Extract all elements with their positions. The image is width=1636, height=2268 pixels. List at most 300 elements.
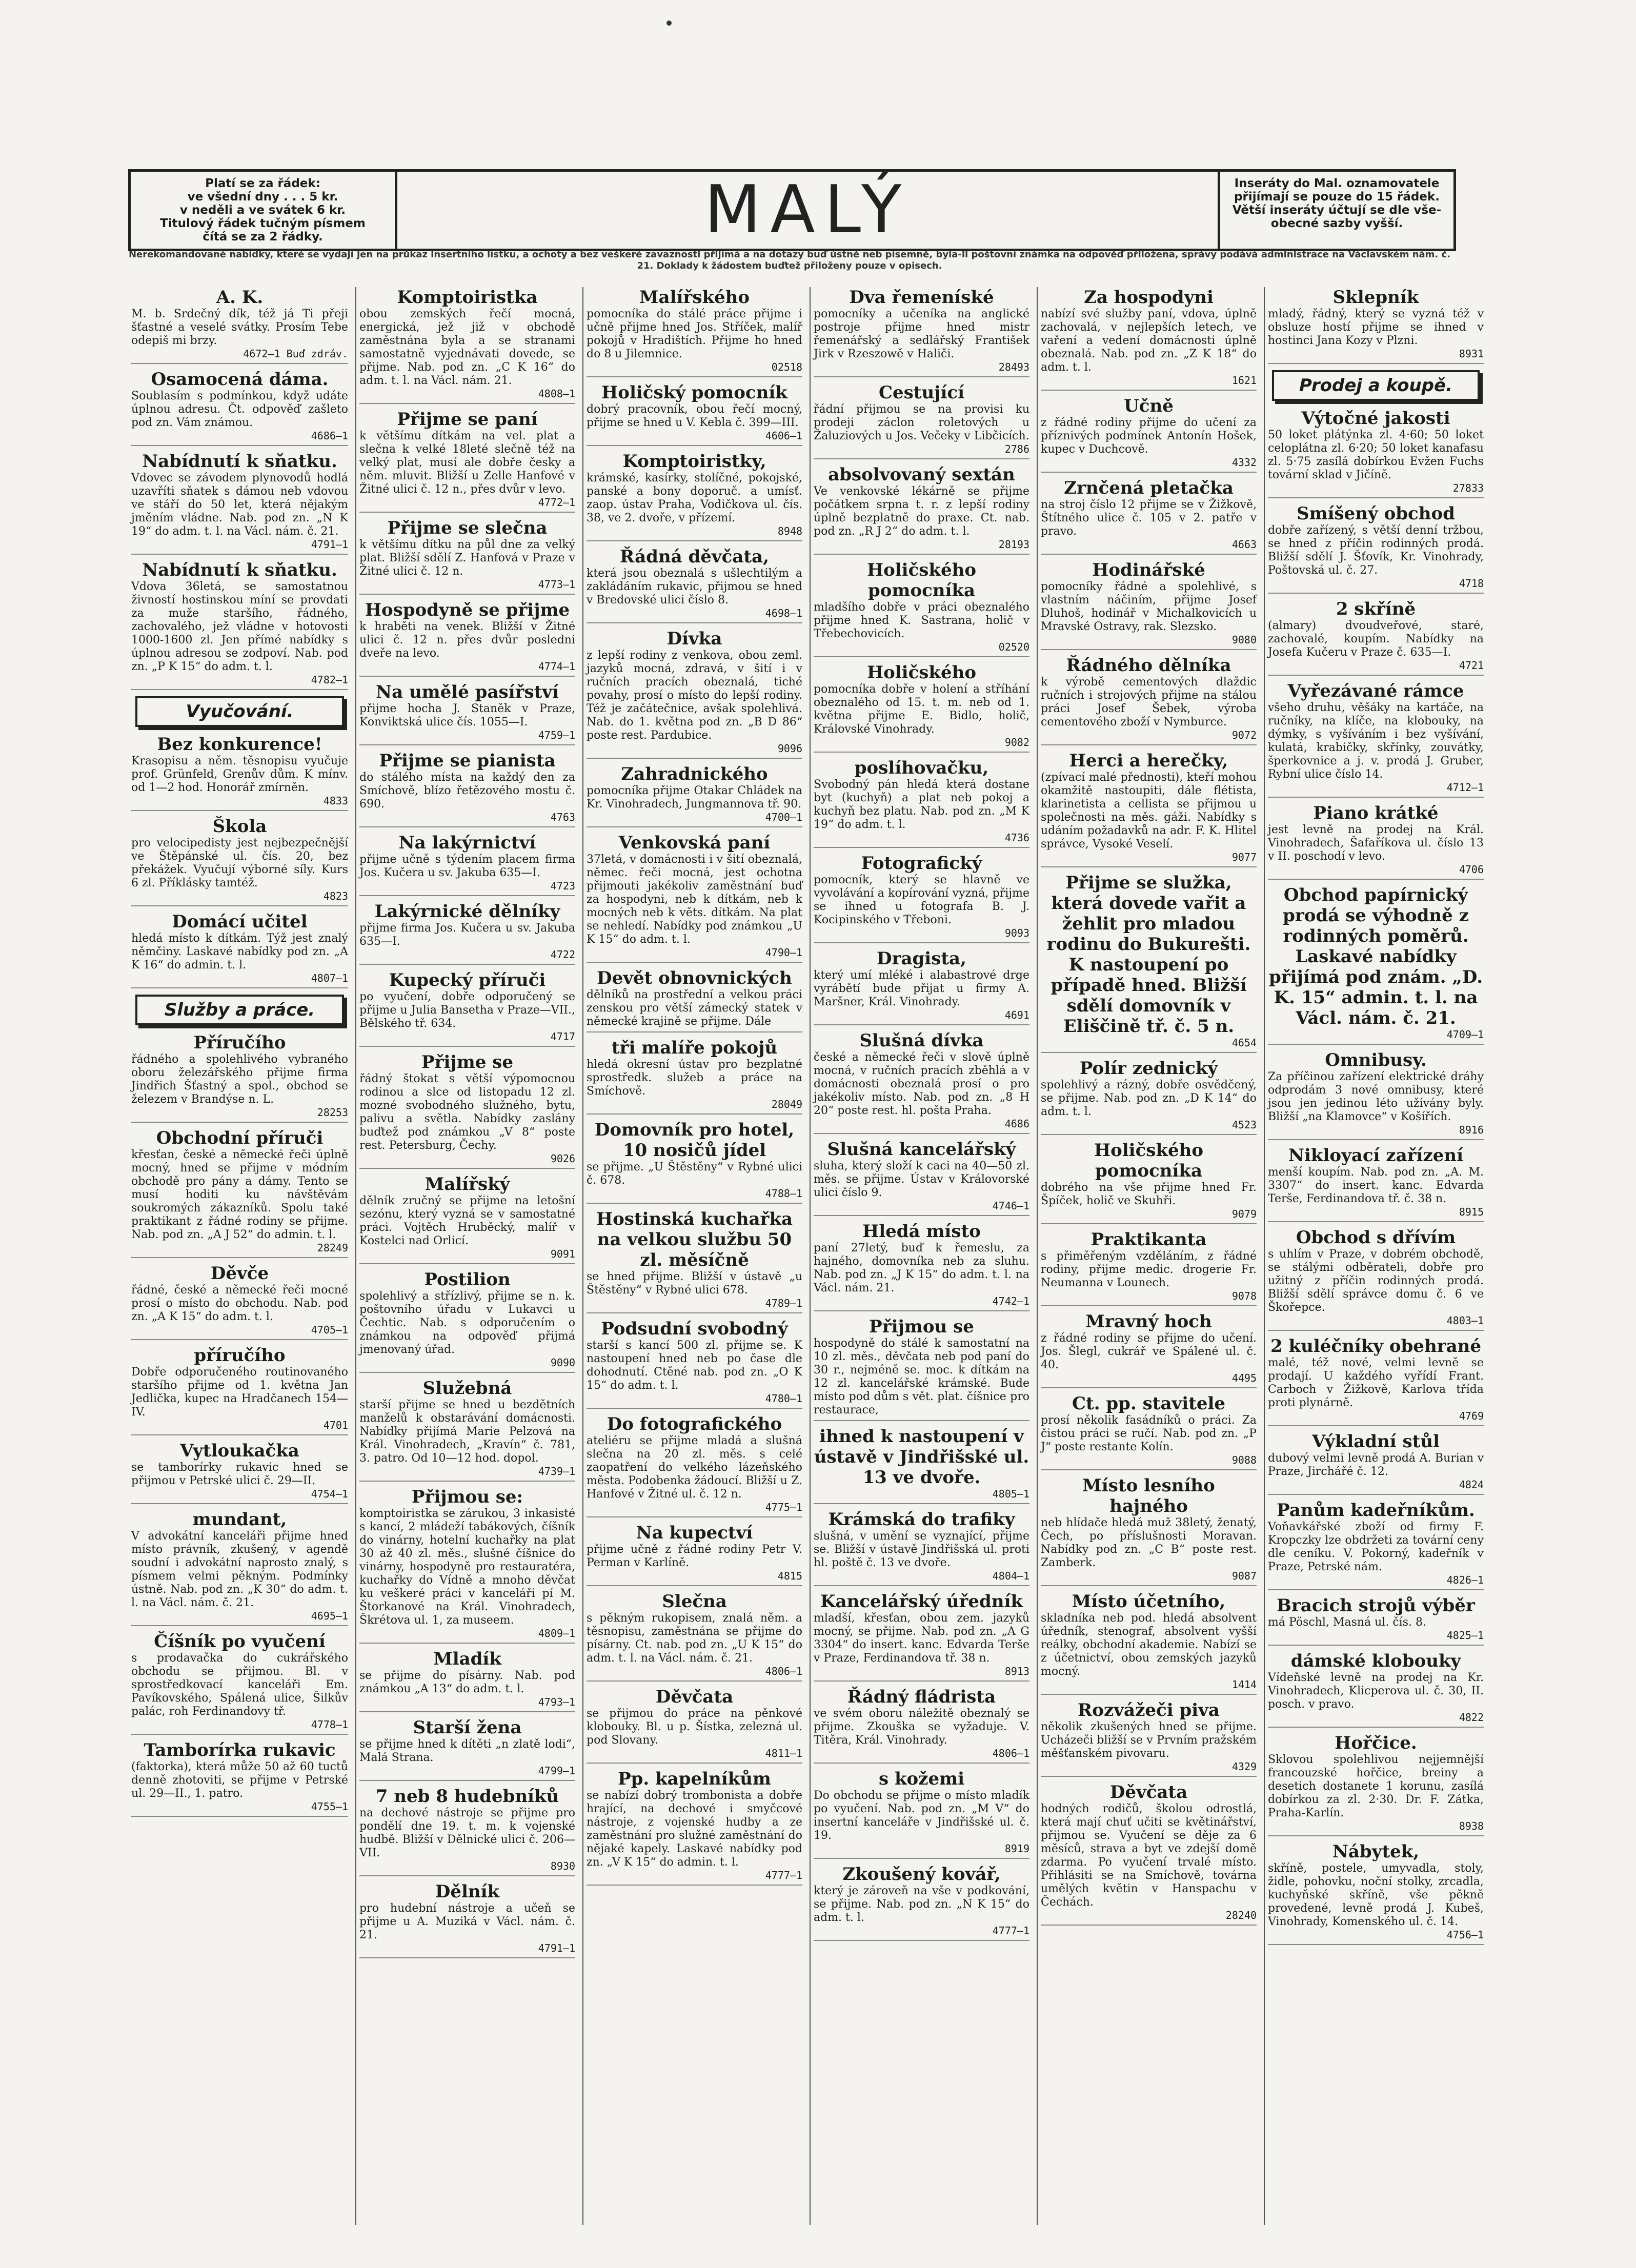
ad-body: se přijme do písárny. Nab. pod známkou „A 13“ do adm. t. l. [359, 1669, 575, 1695]
ad-body: Vdovec se závodem plynovodů hodlá uzavříti sňatek s dámou neb vdovou ve stáří do 50 let, která nějakým jměním vládne. Nab. pod zn. „N K 19“ do adm. t. l. na Václ. nám. č. 21. [131, 472, 348, 538]
classified-ad [587, 1038, 802, 1115]
ad-body: se přijme. „U Štěstěny“ v Rybné ulici č. 678. [587, 1161, 802, 1187]
ad-heading: Dívka [666, 629, 722, 649]
section-heading: Prodej a koupě. [1272, 370, 1480, 401]
ad-heading: Omnibusy. [1325, 1050, 1427, 1070]
ad-body: spolehlivý a rázný, dobře osvědčený, se přijme. Nab. pod zn. „D K 14“ do adm. t. l. [1041, 1079, 1257, 1118]
classified-ad [359, 682, 575, 745]
ad-heading: Hostinská kuchařka na velkou službu 50 zl. měsíčně [596, 1209, 793, 1270]
ad-number: 4804—1 [992, 1570, 1029, 1582]
ad-body: se přijme hned k dítěti „n zlatě lodi“, Malá Strana. [359, 1738, 575, 1764]
ad-body: přijme hocha J. Staněk v Praze, Konviktská ulice čís. 1055—I. [359, 702, 575, 728]
ad-body: křesťan, české a německé řeči úplně mocný, hned se přijme v módním obchodě pro pány a dámy. Tento se musí hoditi ku návštěvám soukromých zákazníků. Spolu také praktikant z řádné rodiny se přijme. Nab. pod zn. „A J 52“ do admin. t. l. [131, 1148, 348, 1241]
ad-number: 4698—1 [765, 607, 802, 619]
ad-heading: A. K. [216, 287, 264, 308]
ad-body: pomocník, který se hlavně ve vyvolávání a kopírování vyzná, přijme se ihned u fotografa B. J. Kocipinského v Třeboni. [814, 874, 1029, 926]
classified-ad [587, 451, 802, 541]
classified-ad [1268, 1733, 1484, 1836]
ad-heading: Dva řemeníské [849, 287, 994, 308]
ad-number: 28493 [998, 361, 1029, 373]
ad-number: 4806—1 [992, 1747, 1029, 1759]
ad-body: ve svém oboru náležitě obeznalý se přijme. Zkouška se vyžaduje. V. Titěra, Král. Vinohrady. [814, 1707, 1029, 1747]
classified-ad [1041, 560, 1257, 650]
ad-heading: Řádná děvčata, [620, 546, 769, 567]
ad-body: neb hlídače hledá muž 38letý, ženatý, Čech, po příslušnosti Moravan. Nabídky pod zn. „C B“ poste rest. Zamberk. [1041, 1516, 1257, 1569]
ad-body: na stroj číslo 12 přijme se v Žižkově, Štítného ulice č. 105 v 2. patře v pravo. [1041, 498, 1257, 538]
ad-body: malé, též nové, velmi levně se prodají. U každého vyřídí Frant. Carboch v Žižkově, Karlova třída proti plynárně. [1268, 1356, 1484, 1409]
ad-heading: Postilion [424, 1269, 511, 1290]
ad-body: k většímu dítkám na vel. plat a slečna k velké 18leté slečně též na velký plat, musí ale dobře česky a něm. mluvit. Bližší u Zelle Hanfové v Žitné ulici č. 12 n., přes dvůr v levo. [359, 430, 575, 496]
classified-ad [814, 853, 1029, 943]
classified-ad [814, 1864, 1029, 1941]
classified-ad [1268, 599, 1484, 676]
classified-ad [587, 1209, 802, 1313]
classified-ad [814, 662, 1029, 753]
classified-ad [1041, 1591, 1257, 1695]
ad-body: z řádné rodiny se přijme do učení. Jos. Šlegl, cukrář ve Spálené ul. č. 40. [1041, 1332, 1257, 1371]
classified-ad [131, 1740, 348, 1817]
ad-body: 50 loket plátýnka zl. 4·60; 50 loket celoplátna zl. 6·20; 50 loket kanafasu zl. 5·75 zasílá dobírkou Evžen Fuchs tovární sklad v Jičíně. [1268, 429, 1484, 481]
ad-number: 8913 [1004, 1665, 1029, 1677]
ad-body: komptoiristka se zárukou, 3 inkasisté s kancí, 2 mládeží tabákových, číšník do vinárny, hotelní kuchařky na plat 30 až 40 zl. měs., slušné číšnice do vinárny, hospodyně pro restauratéra, kuchařky do Vídně a mnoho děvčat ku veškeré práci v kanceláři pí M. Štorkanové na Král. Vinohradech, Škrétova ul. 1, za museem. [359, 1507, 575, 1627]
ad-number: 4709—1 [1446, 1028, 1484, 1041]
classified-ad [131, 287, 348, 364]
ad-number: 8931 [1459, 348, 1484, 360]
ad-heading: Nabídnutí k sňatku. [142, 451, 337, 472]
ad-heading: 2 kuléčníky obehrané [1270, 1336, 1481, 1356]
ad-heading: Starší žena [413, 1717, 522, 1738]
classified-ad [814, 948, 1029, 1025]
ad-number: 4815 [777, 1570, 802, 1582]
classified-ad [587, 1414, 802, 1517]
ad-number: 4807—1 [311, 972, 348, 984]
ad-number: 8915 [1459, 1206, 1484, 1218]
classified-ad [131, 451, 348, 555]
ad-body: dubový velmi levně prodá A. Burian v Praze, Jirchářé č. 12. [1268, 1452, 1484, 1478]
ad-number: 4773—1 [538, 578, 575, 591]
classified-ad [814, 1139, 1029, 1216]
classified-ad [359, 600, 575, 677]
classified-ad [359, 409, 575, 513]
ad-heading: Děvčata [1109, 1782, 1188, 1803]
ad-number: 4754—1 [311, 1488, 348, 1500]
ad-heading: Bez konkurence! [157, 734, 322, 755]
ad-number: 4825—1 [1446, 1629, 1484, 1642]
ad-heading: Služebná [422, 1378, 512, 1399]
ad-heading: Nábytek, [1332, 1841, 1420, 1862]
ad-body: (faktorka), která může 50 až 60 tuctů denně zhotoviti, se přijme v Petrské ul. 29—II., 1. patro. [131, 1760, 348, 1800]
ad-number: 4774—1 [538, 660, 575, 673]
ad-heading: Panům kadeřníkům. [1277, 1500, 1475, 1521]
ad-number: 4706 [1459, 863, 1484, 876]
ad-body: dělníků na prostřední a velkou práci zenskou pro větší zámecký statek v německé krajině se přijme. Dále [587, 988, 802, 1028]
classified-ad [587, 287, 802, 377]
classified-ad [587, 1120, 802, 1204]
ad-heading: Přijme se paní [397, 409, 538, 430]
ad-heading: Učně [1124, 396, 1174, 416]
classified-ad [359, 1649, 575, 1712]
classified-ad [1041, 1393, 1257, 1470]
classified-ad [1268, 1841, 1484, 1945]
ad-body: na dechové nástroje se přijme pro pondělí dne 19. t. m. k vojenské hudbě. Bližší v Dělnické ulici č. 206—VII. [359, 1807, 575, 1859]
ad-number: 4717 [550, 1030, 575, 1043]
classified-ad [814, 464, 1029, 555]
ad-body: Do obchodu se přijme o místo mladík po vyučení. Nab. pod zn. „M V“ do insertní kanceláře v Jindřišské ul. č. 19. [814, 1789, 1029, 1842]
ad-heading: Podsudní svobodný [601, 1319, 788, 1339]
classified-ad [131, 816, 348, 906]
ad-number: 1621 [1231, 374, 1257, 387]
ad-number: 8916 [1459, 1124, 1484, 1136]
masthead [128, 169, 1456, 251]
ad-body: mladšího dobře v práci obeznalého přijme hned K. Sastrana, holič v Třebechovicích. [814, 601, 1029, 640]
ad-body: do stálého místa na každý den za Smíchově, blízo řetězového mostu č. 690. [359, 771, 575, 811]
ad-heading: Ct. pp. stavitele [1072, 1393, 1226, 1414]
ad-heading: Na lakýrnictví [398, 833, 536, 853]
ad-body: dobře zařízený, s větší denní tržbou, se hned z příčin rodinných prodá. Bližší sdělí J. Šťovík, Kr. Vinohrady, Poštovská ul. č. 27. [1268, 524, 1484, 577]
ad-body: která jsou obeznalá s ušlechtilým a zakládáním rukavic, přijmou se hned v Bredovské ulici číslo 8. [587, 567, 802, 606]
ad-body: k hraběti na venek. Bližší v Žitné ulici č. 12 n. přes dvůr posledni dveře na levo. [359, 620, 575, 660]
ad-number: 8948 [777, 525, 802, 537]
ad-body: řádní přijmou se na provisi ku prodeji záclon roletových u Žaluziových u Jos. Večeky v Libčicích. [814, 403, 1029, 442]
classified-ad [131, 1631, 348, 1735]
ad-number: 4780—1 [765, 1392, 802, 1405]
ad-body: (almary) dvoudveřové, staré, zachovalé, koupím. Nabídky na Josefa Kučeru v Praze č. 635—I. [1268, 619, 1484, 659]
ad-heading: Řádný fládrista [847, 1687, 996, 1707]
ad-heading: Přijme se [421, 1052, 513, 1072]
ad-heading: Příručího [193, 1032, 286, 1053]
column-4 [810, 287, 1033, 2225]
ad-heading: Hodinářské [1092, 560, 1205, 580]
ad-number: 28253 [317, 1106, 348, 1119]
ad-heading: Na umělé pasířství [376, 682, 559, 702]
ad-number: 4809—1 [538, 1627, 575, 1639]
ad-number: 4695—1 [311, 1610, 348, 1622]
ad-heading: Komptoiristka [397, 287, 538, 308]
classified-ad [814, 1221, 1029, 1311]
ad-body: dobrého na vše přijme hned Fr. Špíček, holič ve Skuhři. [1041, 1181, 1257, 1207]
classified-ad [359, 1881, 575, 1958]
ad-number: 4833 [323, 795, 348, 807]
ad-number: 9087 [1231, 1570, 1257, 1582]
ad-heading: 2 skříně [1336, 599, 1416, 619]
ad-heading: Lakýrnické dělníky [374, 901, 560, 922]
ad-heading: Přijme se služka, která dovede vařit a žehlit pro mladou rodinu do Bukurešti. K nastoupení po případě hned. Bližší sdělí domovník v Eliščině tř. č. 5 n. [1046, 873, 1251, 1037]
ad-number: 9080 [1231, 634, 1257, 646]
classified-ad [359, 518, 575, 595]
ad-number: 4772—1 [538, 496, 575, 509]
ad-heading: tři malíře pokojů [611, 1038, 778, 1058]
classified-ad [359, 970, 575, 1047]
ad-body: několik zkušených hned se přijme. Ucházeči bližší se v Prvním pražském měšťanském pivovaru. [1041, 1720, 1257, 1760]
classified-ad [1041, 873, 1257, 1053]
classified-ad [359, 901, 575, 965]
column-2 [355, 287, 578, 2225]
ad-body: se hned přijme. Bližší v ústavě „u Štěstěny“ v Rybné ulici 678. [587, 1270, 802, 1297]
ad-number: 4822 [1459, 1711, 1484, 1724]
ad-body: Voňavkářské zboží od firmy F. Kropczky lze obdržeti za tovární ceny dle ceníku. V. Pokorný, kadeřník v Praze, Petrské nám. [1268, 1521, 1484, 1573]
classified-ad [131, 1128, 348, 1258]
ad-number: 4654 [1231, 1037, 1257, 1049]
ad-body: přijme učně z řádné rodiny Petr V. Perman v Karlíně. [587, 1543, 802, 1569]
ad-heading: příručího [194, 1345, 286, 1366]
ad-body: skříně, postele, umyvadla, stoly, židle, pohovku, noční stolky, zrcadla, kuchyňské skříně, vše pěkně provedené, levně prodá J. Kubeš, Vinohrady, Komenského ul. č. 14. [1268, 1862, 1484, 1928]
ad-heading: Praktikanta [1090, 1229, 1207, 1250]
ad-number: 4329 [1231, 1760, 1257, 1773]
ad-heading: Hořčice. [1335, 1733, 1417, 1753]
ad-heading: Přijme se pianista [379, 751, 556, 771]
classified-ad [131, 560, 348, 690]
ad-heading: Zkoušený kovář, [842, 1864, 1001, 1885]
ad-heading: absolvovaný sextán [828, 464, 1015, 485]
ad-heading: Mravný hoch [1085, 1311, 1212, 1332]
ad-number: 4759—1 [538, 729, 575, 741]
ad-number: 1414 [1231, 1678, 1257, 1691]
classified-ad [1268, 287, 1484, 364]
classified-ad [587, 1687, 802, 1764]
ad-heading: Osamocená dáma. [151, 369, 329, 390]
ad-heading: Slečna [662, 1591, 727, 1612]
classified-ad [1041, 751, 1257, 867]
ad-body: který umí mléké i alabastrové drge vyrábětí bude přijat u firmy A. Maršner, Král. Vinohrady. [814, 969, 1029, 1008]
classified-ad [359, 751, 575, 827]
ad-number: 4523 [1231, 1119, 1257, 1131]
ad-heading: Holičský pomocník [601, 382, 787, 403]
ad-heading: Do fotografického [607, 1414, 782, 1434]
ad-body: z lepší rodiny z venkova, obou zeml. jazyků mocná, zdravá, v šití i v ručních pracích obeznalá, tiché povahy, prosí o místo do lepší rodiny. Též je začátečnice, avšak spolehlivá. Nab. do 1. května pod zn. „B D 86“ poste rest. Pardubice. [587, 649, 802, 742]
ad-number: 4736 [1004, 832, 1029, 844]
ad-number: 4777—1 [765, 1869, 802, 1881]
ad-number: 4701 [323, 1419, 348, 1431]
ad-heading: Holičského pomocníka [1094, 1140, 1204, 1181]
ad-body: z řádné rodiny přijme do učení za příznivých podmínek Antonín Hošek, kupec v Duchcově. [1041, 416, 1257, 456]
classified-ad [814, 1509, 1029, 1586]
classified-ad [587, 629, 802, 759]
ad-heading: Zahradnického [621, 764, 768, 784]
ad-body: řádné, české a německé řeči mocné prosí o místo do obchodu. Nab. pod zn. „A K 15“ do adm. t. l. [131, 1284, 348, 1323]
ad-number: 28240 [1225, 1909, 1257, 1921]
ad-body: dobrý pracovník, obou řečí mocný, přijme se hned u V. Kebla č. 399—III. [587, 403, 802, 429]
ad-body: s uhlím v Praze, v dobrém obchodě, se stálými odběrateli, dobře pro užitný z příčin rodinných prodá. Bližší sdělí správce domu č. 6 ve Škořepce. [1268, 1248, 1484, 1314]
ad-number: 9078 [1231, 1290, 1257, 1302]
ad-number: 4672—1 Buď zdráv. [243, 348, 348, 360]
classified-ad [814, 382, 1029, 459]
column-1 [128, 287, 351, 2225]
classified-ad [131, 1032, 348, 1123]
ad-number: 4803—1 [1446, 1314, 1484, 1327]
ad-body: mladší, křesťan, obou zem. jazyků mocný, se přijme. Nab. pod zn. „A G 3304“ do insert. kanc. Edvarda Terše v Praze, Ferdinandova tř. 38 n. [814, 1612, 1029, 1665]
ad-heading: Mladík [433, 1649, 501, 1669]
classified-ad [1041, 655, 1257, 745]
ad-heading: Hospodyně se přijme [365, 600, 570, 620]
ad-body: starší přijme se hned u bezdětních manželů k obstarávání domácnosti. Nabídky přijímá Marie Pelzová na Král. Vinohradech, „Kravín“ č. 781, 3. patro. Od 10—12 hod. dopol. [359, 1399, 575, 1465]
classified-ad [1268, 1595, 1484, 1646]
classified-ad [131, 369, 348, 446]
ad-number: 4742—1 [992, 1295, 1029, 1307]
ad-body: Krasopisu a něm. těsnopisu vyučuje prof. Grünfeld, Grenův dům. K mínv. od 1—2 hod. Honorář zmírněn. [131, 755, 348, 794]
ad-heading: Vytloukačka [180, 1441, 299, 1461]
ad-body: nabízí své služby paní, vdova, úplně zachovalá, v nejlepších letech, ve vaření a vedení domácnosti úplně obeznalá. Nab. pod zn. „Z K 18“ do adm. t. l. [1041, 308, 1257, 374]
classified-ad [814, 1426, 1029, 1504]
ad-number: 8919 [1004, 1842, 1029, 1855]
ad-body: s prodavačka do cukrářského obchodu se přijmou. Bl. v sprostředkovací kanceláři Em. Pavíkovského, Spálená ulice, Šilkův palác, roh Ferdinandovy tř. [131, 1652, 348, 1718]
ad-body: Soublasím s podmínkou, když udáte úplnou adresu. Čt. odpověď zašleto pod zn. Vám známou. [131, 390, 348, 429]
classified-ad [1041, 396, 1257, 473]
classified-ad [131, 1509, 348, 1626]
column-6 [1264, 287, 1487, 2225]
ad-heading: Sklepník [1332, 287, 1419, 308]
ad-body: k výrobě cementových dlaždic ručních i strojových přijme na stálou práci Josef Šebek, výroba cementového zboží v Nymburce. [1041, 676, 1257, 728]
classified-ad [1041, 1782, 1257, 1926]
ad-heading: Tamborírka rukavic [144, 1740, 336, 1760]
ad-heading: Kancelářský úředník [820, 1591, 1023, 1612]
ad-number: 4791—1 [311, 538, 348, 551]
ad-body: obou zemských řečí mocná, energická, jež již v obchodě zaměstnána byla a se stranami samostatně vyjednávati dovede, se přijme. Nab. pod zn. „C K 16“ do adm. t. l. na Václ. nám. 21. [359, 308, 575, 387]
classified-ad [1268, 1145, 1484, 1222]
ad-body: Dobře odporučeného routinovaného staršího přijme od 1. května Jan Jedlička, kupec na Hradčanech 154—IV. [131, 1366, 348, 1419]
ad-body: se přijmou do práce na pěnkové klobouky. Bl. u p. Šístka, zelezná ul. pod Slovany. [587, 1707, 802, 1747]
ad-heading: Na kupectví [636, 1523, 753, 1543]
ad-heading: Místo lesního hajného [1082, 1475, 1215, 1516]
ad-number: 28193 [998, 538, 1029, 551]
classified-ad [814, 287, 1029, 377]
ad-heading: mundant, [192, 1509, 287, 1530]
ad-heading: ihned k nastoupení v ústavě v Jindřišské ul. 13 ve dvoře. [814, 1426, 1029, 1488]
ad-number: 4790—1 [765, 946, 802, 959]
ad-body: se tamborírky rukavic hned se přijmou v Petrské ulici č. 29—II. [131, 1461, 348, 1487]
ad-body: po vyučení, dobře odporučený se přijme u Julia Bansetha v Praze—VII., Bělského tř. 634. [359, 990, 575, 1030]
ad-body: mladý, řádný, který se vyzná též v obsluze hostí přijme se ihned v hostinci Jana Kozy v Plzni. [1268, 308, 1484, 347]
ad-number: 02520 [998, 641, 1029, 653]
ad-body: Vídeňské levně na prodej na Kr. Vinohradech, Klicperova ul. č. 30, II. posch. v pravo. [1268, 1671, 1484, 1711]
classified-ad [814, 758, 1029, 848]
ad-heading: Venkovská paní [618, 833, 771, 853]
classified-ad [359, 287, 575, 404]
print-speck [666, 21, 672, 26]
ad-heading: Číšník po vyučení [154, 1631, 326, 1652]
ad-body: paní 27letý, buď k řemeslu, za hajného, domovníka neb za sluhu. Nab. pod zn. „J K 15“ do adm. t. l. na Václ. nám. 21. [814, 1242, 1029, 1294]
ad-heading: Slušná kancelářský [827, 1139, 1016, 1160]
ad-body: hledá okresní ústav pro bezplatné sprostředk. služeb a práce na Smíchově. [587, 1058, 802, 1098]
ad-number: 9077 [1231, 851, 1257, 863]
classified-ad [359, 1174, 575, 1264]
ad-heading: Škola [212, 816, 267, 837]
ad-body: pro velocipedisty jest nejbezpečnější ve Štěpánské ul. čís. 20, bez překážek. Vyučují výborné síly. Kurs 6 zl. Příklásky tamtéž. [131, 837, 348, 889]
ad-number: 4755—1 [311, 1800, 348, 1813]
column-5 [1037, 287, 1260, 2225]
ad-heading: Řádného dělníka [1066, 655, 1231, 676]
ad-number: 4777—1 [992, 1925, 1029, 1937]
ad-heading: Za hospodyni [1084, 287, 1214, 308]
classified-ad [814, 1591, 1029, 1682]
ad-heading: Holičského [866, 662, 977, 683]
classified-ad [131, 1345, 348, 1435]
ad-number: 02518 [771, 361, 802, 373]
ad-number: 9079 [1231, 1208, 1257, 1220]
ad-number: 4826—1 [1446, 1574, 1484, 1586]
classified-ad [1268, 408, 1484, 498]
classified-ad [359, 1487, 575, 1644]
ad-heading: Zrnčená pletačka [1064, 478, 1234, 498]
classified-ad [814, 1769, 1029, 1859]
classified-ad [587, 764, 802, 827]
ad-heading: Obchod s dřívím [1296, 1227, 1456, 1248]
classified-ad [587, 546, 802, 623]
ad-body: Ve venkovské lékárně se přijme počátkem srpna t. r. z lepší rodiny úplně bezplatně do praxe. Ct. nab. pod zn. „R J 2“ do adm. t. l. [814, 485, 1029, 538]
classified-ad [1041, 1311, 1257, 1388]
classified-ad [1041, 1140, 1257, 1224]
ad-heading: Hledá místo [862, 1221, 981, 1242]
ad-number: 4686 [1004, 1118, 1029, 1130]
ad-number: 4686—1 [311, 430, 348, 442]
ad-body: s přiměřeným vzděláním, z řádné rodiny, přijme medic. drogerie Fr. Neumanna v Lounech. [1041, 1250, 1257, 1289]
ad-body: který je zároveň na vše v podkování, se přijme. Nab. pod zn. „N K 15“ do adm. t. l. [814, 1885, 1029, 1924]
ad-body: má Pöschl, Masná ul. čís. 8. [1268, 1616, 1426, 1629]
ad-heading: Dragista, [877, 948, 966, 969]
ad-number: 4746—1 [992, 1200, 1029, 1212]
ad-number: 4793—1 [538, 1696, 575, 1708]
ad-number: 4756—1 [1446, 1929, 1484, 1941]
ad-number: 27833 [1452, 482, 1484, 494]
ad-number: 4722 [550, 948, 575, 961]
ad-number: 4739—1 [538, 1465, 575, 1477]
ad-body: řádný štokat s větší výpomocnou rodinou a slce od listopadu 12 zl. mozné svobodného služného, bytu, palivu a světla. Nabídky zaslány buďtež pod známkou „V 8“ poste rest. Petersburg, Čechy. [359, 1072, 575, 1152]
ad-body: menší koupím. Nab. pod zn. „A. M. 3307“ do insert. kanc. Edvarda Terše, Ferdinandova tř. č. 38 n. [1268, 1166, 1484, 1205]
classified-ad [359, 1786, 575, 1876]
ad-body: ateliéru se přijme mladá a slušná slečna na 20 zl. měs. s celé zaopatření do velkého lázeňského města. Podobenka žádoucí. Bližší u Z. Hanfové v Žitné ul. č. 12 n. [587, 1434, 802, 1501]
masthead-rates: Platí se za řádek: ve všední dny . . . 5 kr. v neděli a ve svátek 6 kr. Titulový řádek tučným písmem čítá se za 2 řádky. [131, 172, 397, 249]
ad-number: 4332 [1231, 456, 1257, 469]
ad-heading: Devět obnovnických [597, 968, 792, 988]
ad-number: 2786 [1004, 443, 1029, 455]
ad-body: sluha, který složí k caci na 40—50 zl. měs. se přijme. Ústav v Královorské ulici číslo 9. [814, 1160, 1029, 1199]
ad-number: 9093 [1004, 927, 1029, 939]
ad-heading: Výtočné jakosti [1301, 408, 1450, 429]
classified-ad [587, 1523, 802, 1586]
ad-number: 4806—1 [765, 1665, 802, 1677]
classified-ad [1268, 803, 1484, 880]
ad-number: 4495 [1231, 1372, 1257, 1384]
classified-ad [1268, 1227, 1484, 1331]
ad-body: starší s kancí 500 zl. přijme se. K nastoupení hned neb po čase dle dohodnutí. Ctěné nab. pod zn. „O K 15“ do adm. t. l. [587, 1339, 802, 1392]
ad-body: pro hudební nástroje a učeň se přijme u A. Muziká v Václ. nám. č. 21. [359, 1902, 575, 1941]
ad-heading: Rozvážeči piva [1078, 1700, 1220, 1720]
ad-heading: Nikloyací zařízení [1288, 1145, 1464, 1166]
ad-number: 9091 [550, 1248, 575, 1260]
ad-body: Za příčinou zařízení elektrické dráhy odprodám 3 nové omnibusy, které jsou jen jedinou léto užívány byly. Bližší „na Klamovce“ v Košířích. [1268, 1070, 1484, 1123]
ad-number: 4782—1 [311, 674, 348, 686]
ad-body: pomocníka přijme Otakar Chládek na Kr. Vinohradech, Jungmannova tř. 90. [587, 784, 802, 811]
classified-ad [587, 382, 802, 446]
ad-number: 4799—1 [538, 1765, 575, 1777]
ad-heading: Přijme se slečna [387, 518, 548, 538]
classified-ad [131, 1263, 348, 1340]
ad-heading: Kupecký příruči [389, 970, 546, 990]
ad-body: se nabízí dobrý trombonista a dobře hrající, na dechové i smyčcové nástroje, z vojenské hudby a ze zaměstnání pro služné zaměstnání do nějaké kapely. Laskavé nabídky pod zn. „V K 15“ do admin. t. l. [587, 1789, 802, 1869]
ad-number: 9072 [1231, 729, 1257, 741]
classified-ad [1268, 681, 1484, 798]
ad-number: 4723 [550, 880, 575, 892]
classified-ad [1268, 885, 1484, 1045]
classified-ad [587, 968, 802, 1032]
ad-number: 4700—1 [765, 811, 802, 823]
ad-heading: Malířského [639, 287, 750, 308]
ad-heading: Výkladní stůl [1312, 1431, 1440, 1452]
ad-heading: Herci a herečky, [1069, 751, 1228, 771]
column-3 [582, 287, 805, 2225]
ad-number: 4775—1 [765, 1501, 802, 1513]
ad-body: pomocníky řádné a spolehlivé, s vlastním náčiním, přijme Josef Dluhoš, hodinář v Michalkovicích u Mravské Ostravy, rak. Slezsko. [1041, 580, 1257, 633]
ad-number: 9026 [550, 1152, 575, 1165]
